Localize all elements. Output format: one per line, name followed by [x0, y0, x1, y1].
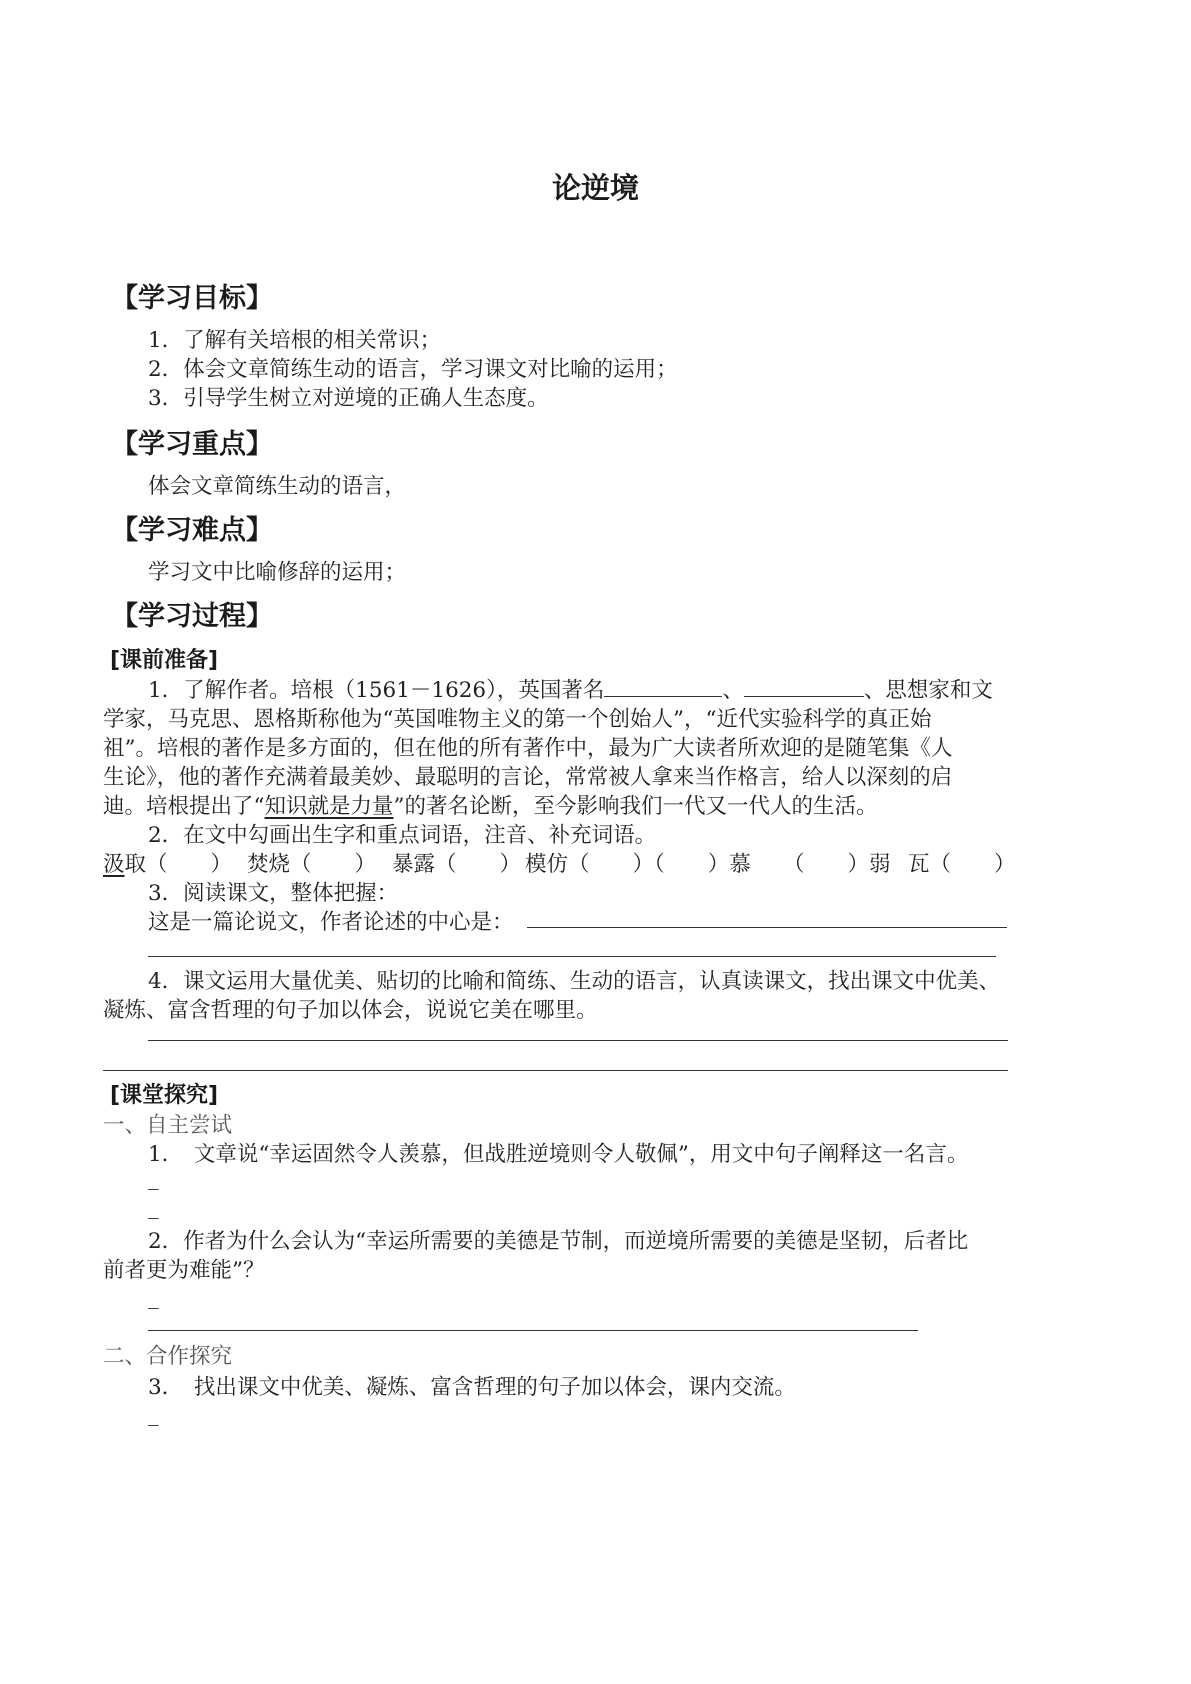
prep-q1-text-a: 1．了解作者。培根（1561－1626），英国著名: [148, 678, 605, 703]
focus-text: 体会文章简练生动的语言，: [148, 474, 407, 499]
answer-blank[interactable]: [604, 674, 722, 697]
answer-line[interactable]: [148, 1040, 1008, 1041]
difficulty-heading: 【学习难点】: [111, 515, 273, 546]
prep-q3-prompt: 这是一篇论说文，作者论述的中心是：: [148, 910, 514, 935]
answer-line[interactable]: [527, 927, 1007, 928]
answer-line[interactable]: [103, 1070, 1008, 1071]
explore-heading: [课堂探究]: [110, 1083, 219, 1108]
prep-q3: 3．阅读课文，整体把握：: [148, 881, 399, 906]
prep-q4-line2: 凝炼、富含哲理的句子加以体会，说说它美在哪里。: [103, 998, 598, 1023]
prep-q4-line1: 4．课文运用大量优美、贴切的比喻和简练、生动的语言，认真读课文，找出课文中优美、: [148, 969, 1001, 994]
answer-line[interactable]: [148, 956, 996, 957]
process-heading: 【学习过程】: [111, 601, 273, 632]
goal-item: 2．体会文章简练生动的语言，学习课文对比喻的运用；: [148, 357, 678, 382]
prep-q1-line5-b: ”的著名论断，至今影响我们一代又一代人的生活。: [393, 794, 878, 819]
focus-heading: 【学习重点】: [111, 429, 273, 460]
vocab-item: 模仿（ ）（ ）慕: [525, 852, 751, 877]
vocab-item: 焚烧（ ）: [247, 852, 377, 877]
vocab-item: 瓦（ ）: [908, 852, 1016, 877]
prep-q1-sep: 、: [722, 678, 744, 703]
prep-heading: [课前准备]: [110, 648, 219, 673]
explore-part1: 一、自主尝试: [103, 1113, 233, 1138]
prep-q1-line5-a: 迪。培根提出了“: [103, 794, 265, 819]
prep-q1-line1: [148, 673, 993, 704]
goal-item: 3．引导学生树立对逆境的正确人生态度。: [148, 386, 549, 411]
goal-item: 1．了解有关培根的相关常识；: [148, 328, 442, 353]
prep-q1-line4: 生论》，他的著作充满着最美妙、最聪明的言论，常常被人拿来当作格言，给人以深刻的启: [103, 765, 953, 790]
answer-dash: _: [148, 1285, 159, 1310]
prep-q1-line5: [103, 789, 878, 820]
prep-q1-text-b: 、思想家和文: [863, 678, 993, 703]
prep-q1-line3: 祖”。培根的著作是多方面的，但在他的所有著作中，最为广大读者所欢迎的是随笔集《人: [103, 736, 953, 761]
difficulty-text: 学习文中比喻修辞的运用；: [148, 560, 407, 585]
page-title: 论逆境: [551, 171, 639, 205]
answer-dash: _: [148, 1195, 159, 1220]
explore-q3: 3． 找出课文中优美、凝炼、富含哲理的句子加以体会，课内交流。: [148, 1375, 796, 1400]
answer-blank[interactable]: [744, 674, 864, 697]
explore-q1: 1． 文章说“幸运固然令人羡慕，但战胜逆境则令人敬佩”，用文中句子阐释这一名言。: [148, 1142, 969, 1167]
explore-q2-line2: 前者更为难能”？: [103, 1258, 265, 1283]
prep-q2: 2．在文中勾画出生字和重点词语，注音、补充词语。: [148, 823, 657, 848]
vocab-item: （ ）弱: [783, 852, 891, 877]
answer-line[interactable]: [148, 1330, 918, 1331]
answer-dash: _: [148, 1402, 159, 1427]
vocab-item: 暴露（ ）: [392, 852, 522, 877]
explore-part2: 二、合作探究: [103, 1344, 233, 1369]
key-quote: 知识就是力量: [264, 794, 394, 819]
prep-q1-line2: 学家，马克思、恩格斯称他为“英国唯物主义的第一个创始人”，“近代实验科学的真正始: [103, 707, 932, 732]
goals-heading: 【学习目标】: [111, 283, 273, 314]
answer-dash: _: [148, 1166, 159, 1191]
explore-q2-line1: 2．作者为什么会认为“幸运所需要的美德是节制，而逆境所需要的美德是坚韧，后者比: [148, 1229, 969, 1254]
vocab-item: 汲取（ ）: [103, 852, 233, 877]
